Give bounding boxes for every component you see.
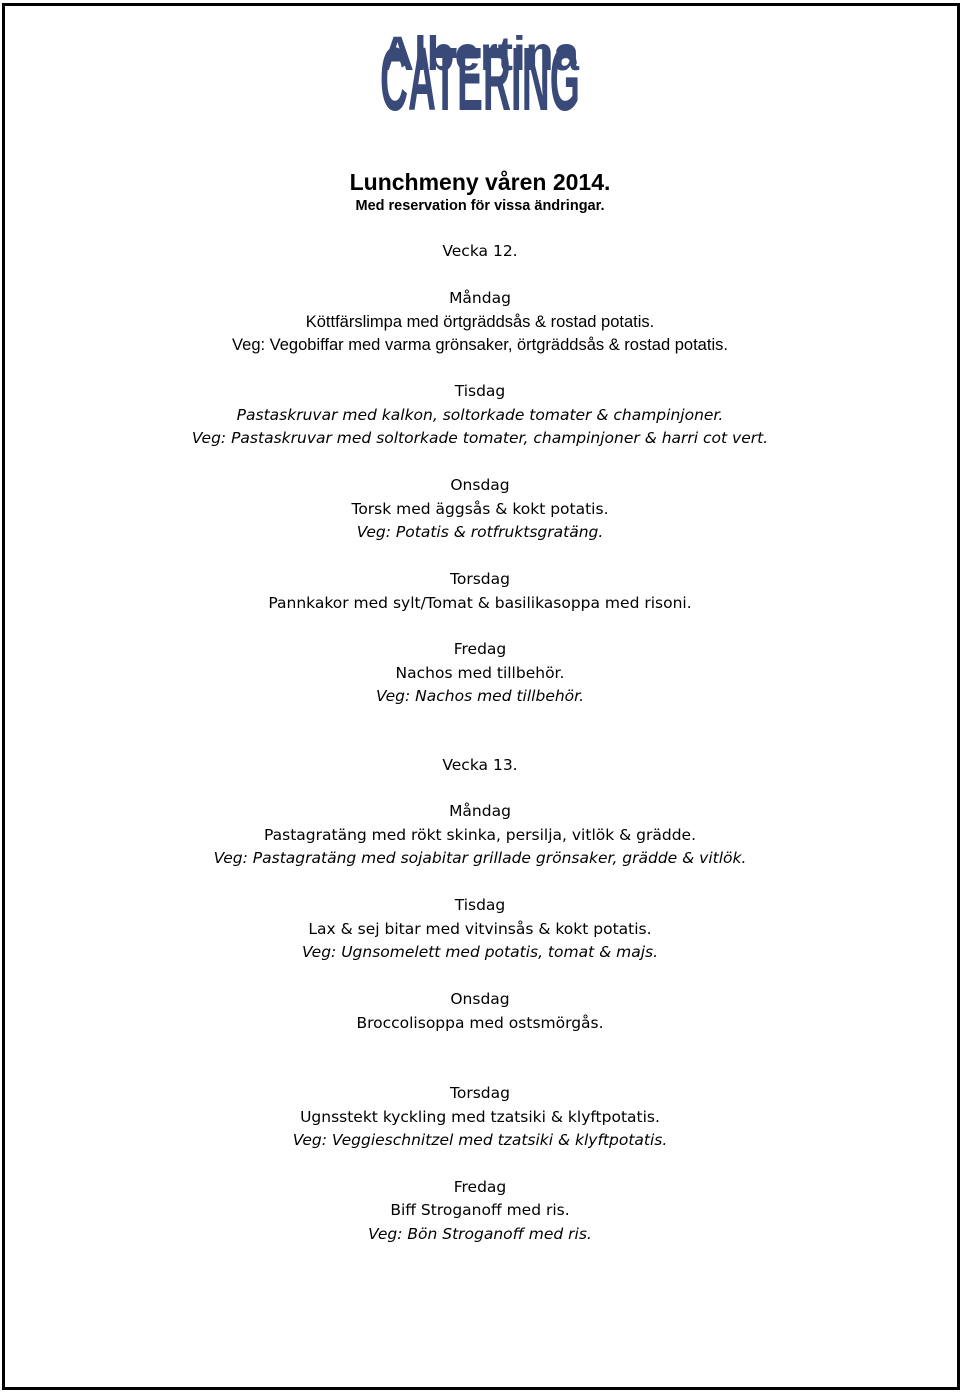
dish-main: Ugnsstekt kyckling med tzatsiki & klyftpotatis. bbox=[300, 1108, 660, 1126]
dish-main: Biff Stroganoff med ris. bbox=[390, 1201, 570, 1219]
dish-main: Pastagratäng med rökt skinka, persilja, vitlök & grädde. bbox=[263, 826, 697, 844]
dish-main: Lax & sej bitar med vitvinsås & kokt potatis. bbox=[308, 920, 652, 938]
dish-main: Broccolisoppa med ostsmörgås. bbox=[356, 1014, 604, 1032]
day-heading: Torsdag bbox=[450, 570, 510, 588]
week-label: Vecka 12. bbox=[442, 242, 518, 260]
dish-veg: Veg: Vegobiffar med varma grönsaker, örtgräddsås & rostad potatis. bbox=[232, 336, 728, 354]
dish-veg: Veg: Ugnsomelett med potatis, tomat & majs. bbox=[301, 943, 659, 961]
day-heading: Onsdag bbox=[450, 476, 510, 494]
dish-veg: Veg: Potatis & rotfruktsgratäng. bbox=[356, 523, 604, 541]
day-heading: Fredag bbox=[453, 1178, 507, 1196]
dish-main: Torsk med äggsås & kokt potatis. bbox=[351, 500, 609, 518]
dish-veg: Veg: Veggieschnitzel med tzatsiki & klyftpotatis. bbox=[292, 1131, 668, 1149]
page-subtitle: Med reservation för vissa ändringar. bbox=[355, 198, 605, 214]
day-heading: Fredag bbox=[453, 640, 507, 658]
page-title: Lunchmeny våren 2014. bbox=[349, 169, 611, 195]
day-heading: Tisdag bbox=[454, 896, 506, 914]
day-heading: Onsdag bbox=[450, 990, 510, 1008]
dish-main: Köttfärslimpa med örtgräddsås & rostad potatis. bbox=[305, 313, 655, 331]
dish-veg: Veg: Nachos med tillbehör. bbox=[375, 687, 585, 705]
day-heading: Måndag bbox=[449, 289, 511, 307]
dish-veg: Veg: Pastagratäng med sojabitar grillade grönsaker, grädde & vitlök. bbox=[213, 849, 747, 867]
logo-line2: CATERING bbox=[380, 29, 580, 130]
day-heading: Tisdag bbox=[454, 382, 506, 400]
albertina-catering-logo bbox=[378, 26, 582, 154]
logo-line1: Albertina bbox=[381, 28, 580, 81]
week-label: Vecka 13. bbox=[442, 756, 518, 774]
dish-main: Pastaskruvar med kalkon, soltorkade tomater & champinjoner. bbox=[236, 406, 724, 424]
dish-veg: Veg: Bön Stroganoff med ris. bbox=[368, 1225, 592, 1243]
dish-veg: Veg: Pastaskruvar med soltorkade tomater, champinjoner & harri cot vert. bbox=[191, 429, 769, 447]
dish-main: Pannkakor med sylt/Tomat & basilikasoppa med risoni. bbox=[268, 594, 692, 612]
day-heading: Torsdag bbox=[450, 1084, 510, 1102]
day-heading: Måndag bbox=[449, 802, 511, 820]
dish-main: Nachos med tillbehör. bbox=[395, 664, 565, 682]
